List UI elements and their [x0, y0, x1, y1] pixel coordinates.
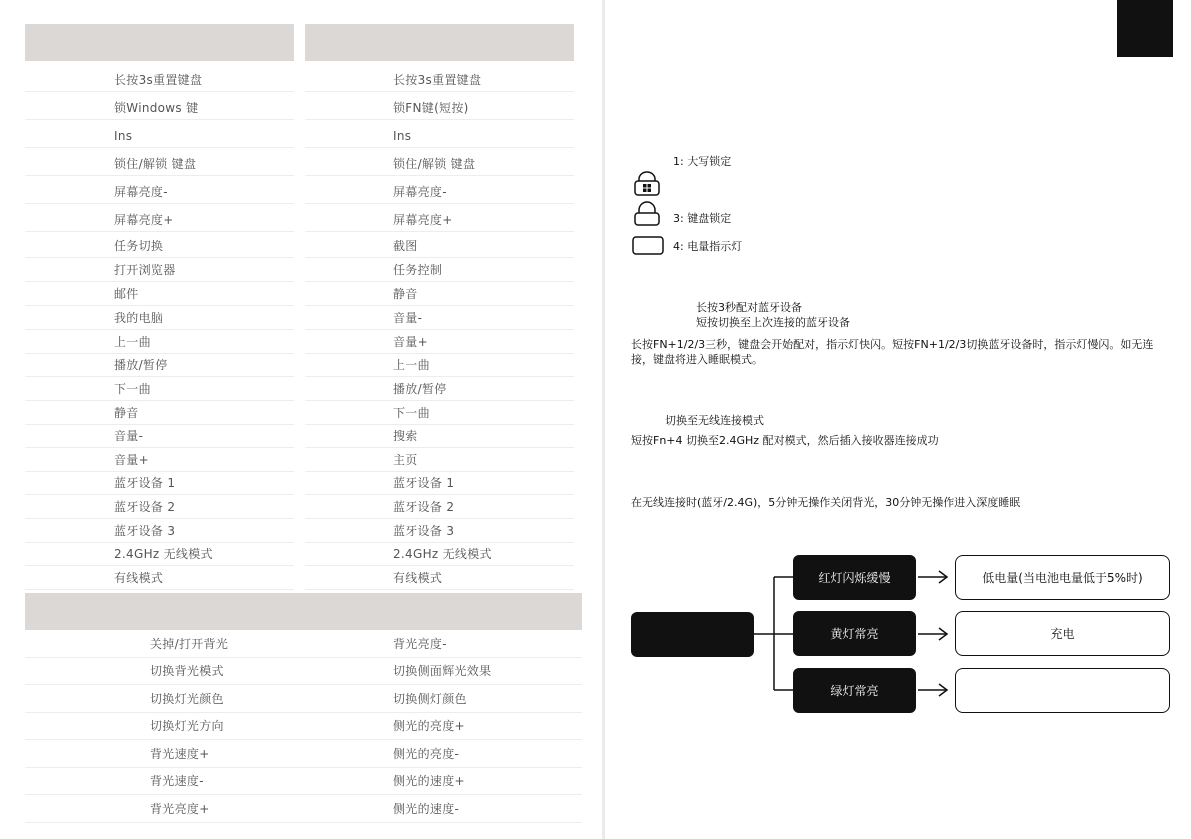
- fn-col1-cell: 屏幕亮度+: [114, 213, 174, 227]
- fn-col2-cell: 静音: [393, 287, 418, 301]
- table-row: [305, 124, 574, 148]
- table-row: [305, 424, 574, 448]
- fn-col1-cell: 播放/暂停: [114, 358, 168, 372]
- light-col2-cell: 侧光的速度+: [393, 774, 465, 788]
- table-row: [25, 377, 294, 401]
- fn-col1-cell: 上一曲: [114, 335, 151, 349]
- page-corner-tab: [1117, 0, 1173, 57]
- table-row: [305, 282, 574, 306]
- light-col1-cell: 背光速度+: [150, 747, 210, 761]
- light-col1-cell: 切换灯光方向: [150, 719, 224, 733]
- windows-lock-icon: [633, 171, 661, 201]
- light-col2-cell: 切换侧灯颜色: [393, 692, 467, 706]
- fn-col2-cell: 屏幕亮度+: [393, 213, 453, 227]
- fn-col1-cell: 打开浏览器: [114, 263, 176, 277]
- table-row: [25, 448, 294, 472]
- fn-col2-cell: 主页: [393, 453, 418, 467]
- fn-col2-cell: 下一曲: [393, 406, 430, 420]
- fn-col2-cell: 蓝牙设备 2: [393, 500, 455, 514]
- table-row: [305, 234, 574, 258]
- fn-col1-cell: 屏幕亮度-: [114, 185, 168, 199]
- fn-col2-cell: 蓝牙设备 3: [393, 524, 455, 538]
- fn-col1-cell: 蓝牙设备 3: [114, 524, 176, 538]
- fn-col2-cell: 截图: [393, 239, 418, 253]
- fn-col2-cell: 音量-: [393, 311, 423, 325]
- table-row: [25, 124, 294, 148]
- battery-source-box: [631, 612, 754, 657]
- table-row: [25, 282, 294, 306]
- fn-col2-cell: 播放/暂停: [393, 382, 447, 396]
- fn-col1-cell: 邮件: [114, 287, 139, 301]
- fn-col1-cell: 我的电脑: [114, 311, 164, 325]
- fn-col2-cell: 长按3s重置键盘: [393, 73, 482, 87]
- fn-col2-cell: 音量+: [393, 335, 428, 349]
- fn-col1-cell: 锁住/解锁 键盘: [114, 157, 197, 171]
- fn-col2-cell: 锁住/解锁 键盘: [393, 157, 476, 171]
- fn-col2-cell: 任务控制: [393, 263, 443, 277]
- state-light-yellow: 黄灯常亮: [793, 611, 916, 656]
- state-light-red: 红灯闪烁缓慢: [793, 555, 916, 600]
- fn-col2-cell: 搜索: [393, 429, 418, 443]
- keyboard-lock-icon: [633, 201, 661, 231]
- light-col1-cell: 切换灯光颜色: [150, 692, 224, 706]
- bluetooth-line-1: 长按3秒配对蓝牙设备: [696, 301, 802, 314]
- fn-col1-cell: 音量+: [114, 453, 149, 467]
- fn-col1-cell: 任务切换: [114, 239, 164, 253]
- state-meaning-low-battery: 低电量(当电池电量低于5%时): [955, 555, 1170, 600]
- table-row: [25, 742, 582, 768]
- fn-col2-cell: 上一曲: [393, 358, 430, 372]
- battery-indicator-icon: [632, 236, 666, 260]
- fn-col1-cell: 锁Windows 键: [114, 101, 199, 115]
- fn-col1-cell: 长按3s重置键盘: [114, 73, 203, 87]
- state-light-green: 绿灯常亮: [793, 668, 916, 713]
- wireless-description: 短按Fn+4 切换至2.4GHz 配对模式，然后插入接收器连接成功: [631, 434, 939, 447]
- table-row: [25, 330, 294, 354]
- indicator-keyboard-lock-label: 3: 键盘锁定: [673, 212, 732, 225]
- table-row: [305, 353, 574, 377]
- arrow-icon: [918, 684, 947, 696]
- sleep-description: 在无线连接时(蓝牙/2.4G)，5分钟无操作关闭背光，30分钟无操作进入深度睡眠: [631, 496, 1021, 509]
- fn-col1-cell: 2.4GHz 无线模式: [114, 547, 213, 561]
- light-col1-cell: 背光亮度+: [150, 802, 210, 816]
- fn-col2-cell: 2.4GHz 无线模式: [393, 547, 492, 561]
- fn-col1-cell: 音量-: [114, 429, 144, 443]
- table-row: [25, 659, 582, 685]
- state-meaning-charging: 充电: [955, 611, 1170, 656]
- page-divider: [602, 0, 605, 839]
- table-row: [25, 714, 582, 740]
- table-row: [25, 401, 294, 425]
- fn-col1-cell: 下一曲: [114, 382, 151, 396]
- bluetooth-line-2: 短按切换至上次连接的蓝牙设备: [696, 316, 850, 329]
- light-col2-cell: 背光亮度-: [393, 637, 447, 651]
- fn-table-header-right: [305, 24, 574, 61]
- light-col2-cell: 侧光的速度-: [393, 802, 460, 816]
- arrow-icon: [918, 628, 947, 640]
- fn-table-header-left: [25, 24, 294, 61]
- fn-col2-cell: Ins: [393, 129, 412, 143]
- bluetooth-description: 长按FN+1/2/3三秒，键盘会开始配对，指示灯快闪。短按FN+1/2/3切换蓝牙设备时，指示灯慢闪。如无连接，键盘将进入睡眠模式。: [631, 338, 1154, 366]
- table-row: [25, 632, 582, 658]
- fn-col1-cell: 蓝牙设备 1: [114, 476, 176, 490]
- fn-col2-cell: 屏幕亮度-: [393, 185, 447, 199]
- indicator-battery-label: 4: 电量指示灯: [673, 240, 743, 253]
- table-row: [305, 330, 574, 354]
- fn-col2-cell: 蓝牙设备 1: [393, 476, 455, 490]
- table-row: [25, 769, 582, 795]
- state-meaning-full: [955, 668, 1170, 713]
- table-row: [25, 424, 294, 448]
- light-col1-cell: 背光速度-: [150, 774, 204, 788]
- table-row: [305, 401, 574, 425]
- indicator-caps-label: 1: 大写锁定: [673, 155, 732, 168]
- light-col1-cell: 切换背光模式: [150, 664, 224, 678]
- light-col1-cell: 关掉/打开背光: [150, 637, 229, 651]
- fn-col2-cell: 有线模式: [393, 571, 443, 585]
- light-col2-cell: 切换侧面辉光效果: [393, 664, 492, 678]
- fn-col2-cell: 锁FN键(短按): [393, 101, 469, 115]
- table-row: [305, 448, 574, 472]
- arrow-icon: [918, 571, 947, 583]
- light-col2-cell: 侧光的亮度-: [393, 747, 460, 761]
- wireless-line-1: 切换至无线连接模式: [665, 414, 764, 427]
- table-row: [305, 306, 574, 330]
- fn-col1-cell: 静音: [114, 406, 139, 420]
- light-col2-cell: 侧光的亮度+: [393, 719, 465, 733]
- table-row: [25, 797, 582, 823]
- table-row: [25, 687, 582, 713]
- light-table-header: [25, 593, 582, 630]
- fn-col1-cell: 有线模式: [114, 571, 164, 585]
- fn-col1-cell: 蓝牙设备 2: [114, 500, 176, 514]
- fn-col1-cell: Ins: [114, 129, 133, 143]
